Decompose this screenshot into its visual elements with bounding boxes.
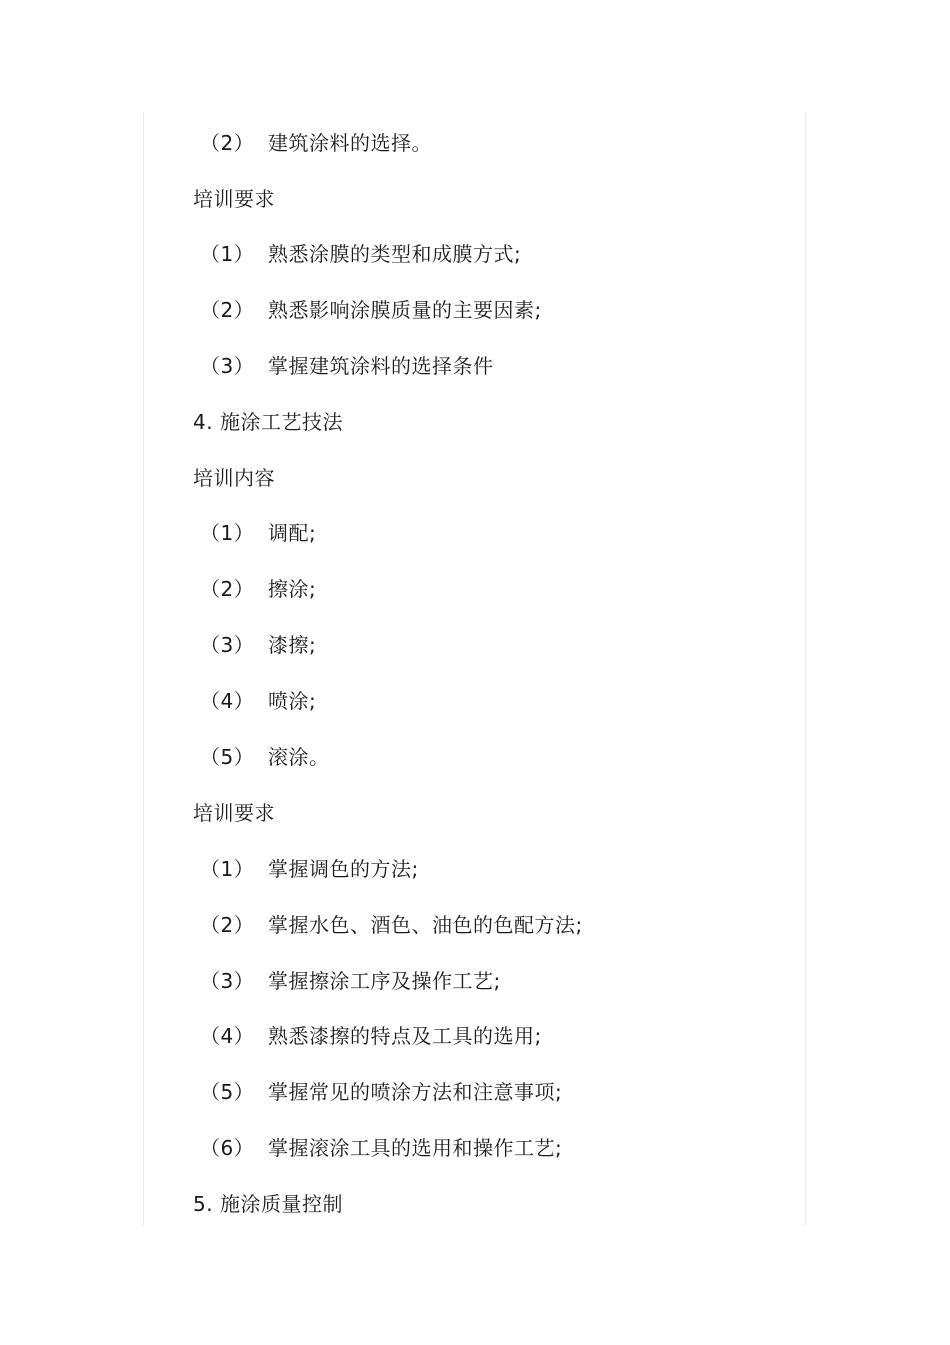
list-item-text: 掌握水色、酒色、油色的色配方法; xyxy=(268,913,583,937)
list-item xyxy=(200,1135,562,1161)
section-heading: 培训要求 xyxy=(193,801,275,825)
list-item-number: （1） xyxy=(200,242,255,266)
list-item-text: 掌握常见的喷涂方法和注意事项; xyxy=(268,1080,563,1104)
list-item-number: （2） xyxy=(200,131,255,155)
list-item-text: 熟悉涂膜的类型和成膜方式; xyxy=(268,242,522,266)
list-item-number: （5） xyxy=(200,1080,255,1104)
list-item-number: （2） xyxy=(200,298,255,322)
list-item xyxy=(200,856,419,882)
list-item-text: 漆擦; xyxy=(268,633,317,657)
section-heading: 培训内容 xyxy=(193,466,275,490)
list-item-number: （2） xyxy=(200,913,255,937)
list-item xyxy=(200,130,432,156)
list-item-text: 滚涂。 xyxy=(268,745,330,769)
list-item-number: （2） xyxy=(200,577,255,601)
list-item-text: 掌握调色的方法; xyxy=(268,857,419,881)
list-item-number: （1） xyxy=(200,857,255,881)
list-item-number: （1） xyxy=(200,521,255,545)
list-item-number: （3） xyxy=(200,633,255,657)
list-item-text: 建筑涂料的选择。 xyxy=(268,131,432,155)
list-item-number: （4） xyxy=(200,689,255,713)
list-item-text: 掌握建筑涂料的选择条件 xyxy=(268,354,494,378)
list-item xyxy=(200,632,316,658)
list-item-text: 熟悉影响涂膜质量的主要因素; xyxy=(268,298,542,322)
list-item-text: 掌握滚涂工具的选用和操作工艺; xyxy=(268,1136,563,1160)
list-item-text: 擦涂; xyxy=(268,577,317,601)
list-item xyxy=(200,968,501,994)
list-item xyxy=(200,353,494,379)
list-item xyxy=(200,912,583,938)
section-heading: 5. 施涂质量控制 xyxy=(193,1192,343,1216)
list-item xyxy=(200,1023,542,1049)
list-item-number: （3） xyxy=(200,969,255,993)
section-heading: 4. 施涂工艺技法 xyxy=(193,410,343,434)
list-item-number: （5） xyxy=(200,745,255,769)
section-heading: 培训要求 xyxy=(193,187,275,211)
list-item xyxy=(200,520,316,546)
list-item-text: 喷涂; xyxy=(268,689,317,713)
list-item-text: 调配; xyxy=(268,521,317,545)
page-frame xyxy=(143,112,806,1226)
list-item xyxy=(200,297,542,323)
list-item xyxy=(200,744,330,770)
list-item-text: 掌握擦涂工序及操作工艺; xyxy=(268,969,501,993)
list-item-text: 熟悉漆擦的特点及工具的选用; xyxy=(268,1024,542,1048)
list-item xyxy=(200,1079,562,1105)
list-item xyxy=(200,688,316,714)
list-item xyxy=(200,576,316,602)
list-item-number: （3） xyxy=(200,354,255,378)
list-item xyxy=(200,241,521,267)
list-item-number: （4） xyxy=(200,1024,255,1048)
list-item-number: （6） xyxy=(200,1136,255,1160)
